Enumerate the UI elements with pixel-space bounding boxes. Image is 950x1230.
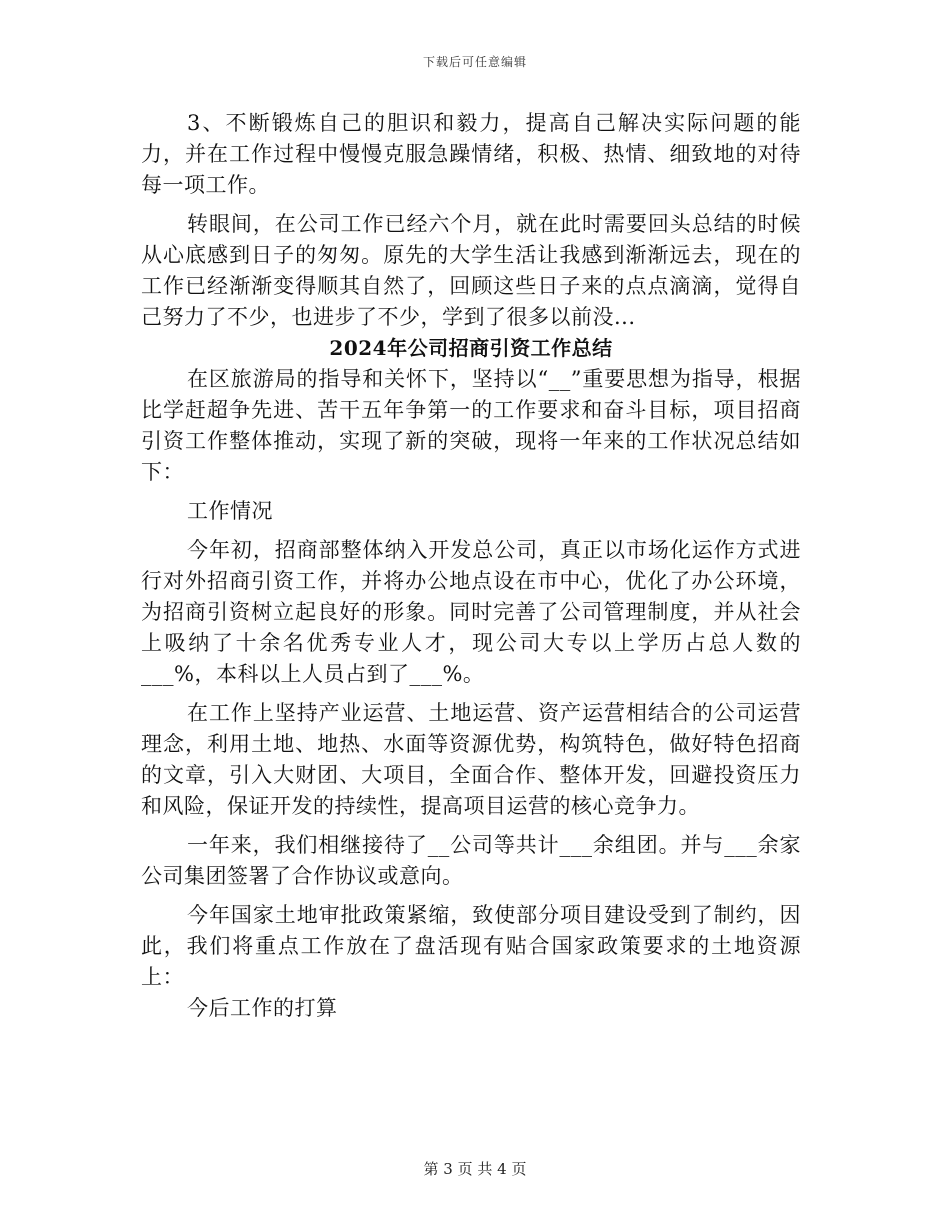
page-number: 第 3 页 共 4 页 [423, 1160, 527, 1178]
paragraph-intro: 在区旅游局的指导和关怀下，坚持以“__”重要思想为指导，根据比学赶超争先进、苦干五年争第一的工作要求和奋斗目标，项目招商引资工作整体推动，实现了新的突破，现将一年来的工作状况总结如下： [141, 367, 801, 484]
paragraph-ability: 3、不断锻炼自己的胆识和毅力，提高自己解决实际问题的能力，并在工作过程中慢慢克服急躁情绪，积极、热情、细致地的对待每一项工作。 [141, 111, 801, 197]
document-body [141, 108, 801, 1024]
section-heading-work-situation: 工作情况 [187, 499, 273, 523]
section-heading-future-plans: 今后工作的打算 [187, 996, 338, 1020]
paragraph-company-reform: 今年初，招商部整体纳入开发总公司，真正以市场化运作方式进行对外招商引资工作，并将办公地点设在市中心，优化了办公环境，为招商引资树立起良好的形象。同时完善了公司管理制度，并从社会上吸纳了十余名优秀专业人才，现公司大专以上学历占总人数的___%，本科以上人员占到了___%。 [141, 538, 801, 686]
paragraph-reflection: 转眼间，在公司工作已经六个月，就在此时需要回头总结的时候从心底感到日子的匆匆。原先的大学生活让我感到渐渐远去，现在的工作已经渐渐变得顺其自然了，回顾这些日子来的点点滴滴，觉得自己努力了不少，也进步了不少，学到了很多以前没... [141, 212, 801, 329]
paragraph-operation-philosophy: 在工作上坚持产业运营、土地运营、资产运营相结合的公司运营理念，利用土地、地热、水面等资源优势，构筑特色，做好特色招商的文章，引入大财团、大项目，全面合作、整体开发，回避投资压力和风险，保证开发的持续性，提高项目运营的核心竞争力。 [141, 701, 801, 818]
paragraph-land-policy: 今年国家土地审批政策紧缩，致使部分项目建设受到了制约，因此，我们将重点工作放在了盘活现有贴合国家政策要求的土地资源上： [141, 903, 801, 989]
document-title: 2024年公司招商引资工作总结 [329, 336, 613, 360]
paragraph-reception: 一年来，我们相继接待了__公司等共计___余组团。并与___余家公司集团签署了合作协议或意向。 [141, 833, 801, 888]
page-header: 下载后可任意编辑 [422, 55, 527, 69]
